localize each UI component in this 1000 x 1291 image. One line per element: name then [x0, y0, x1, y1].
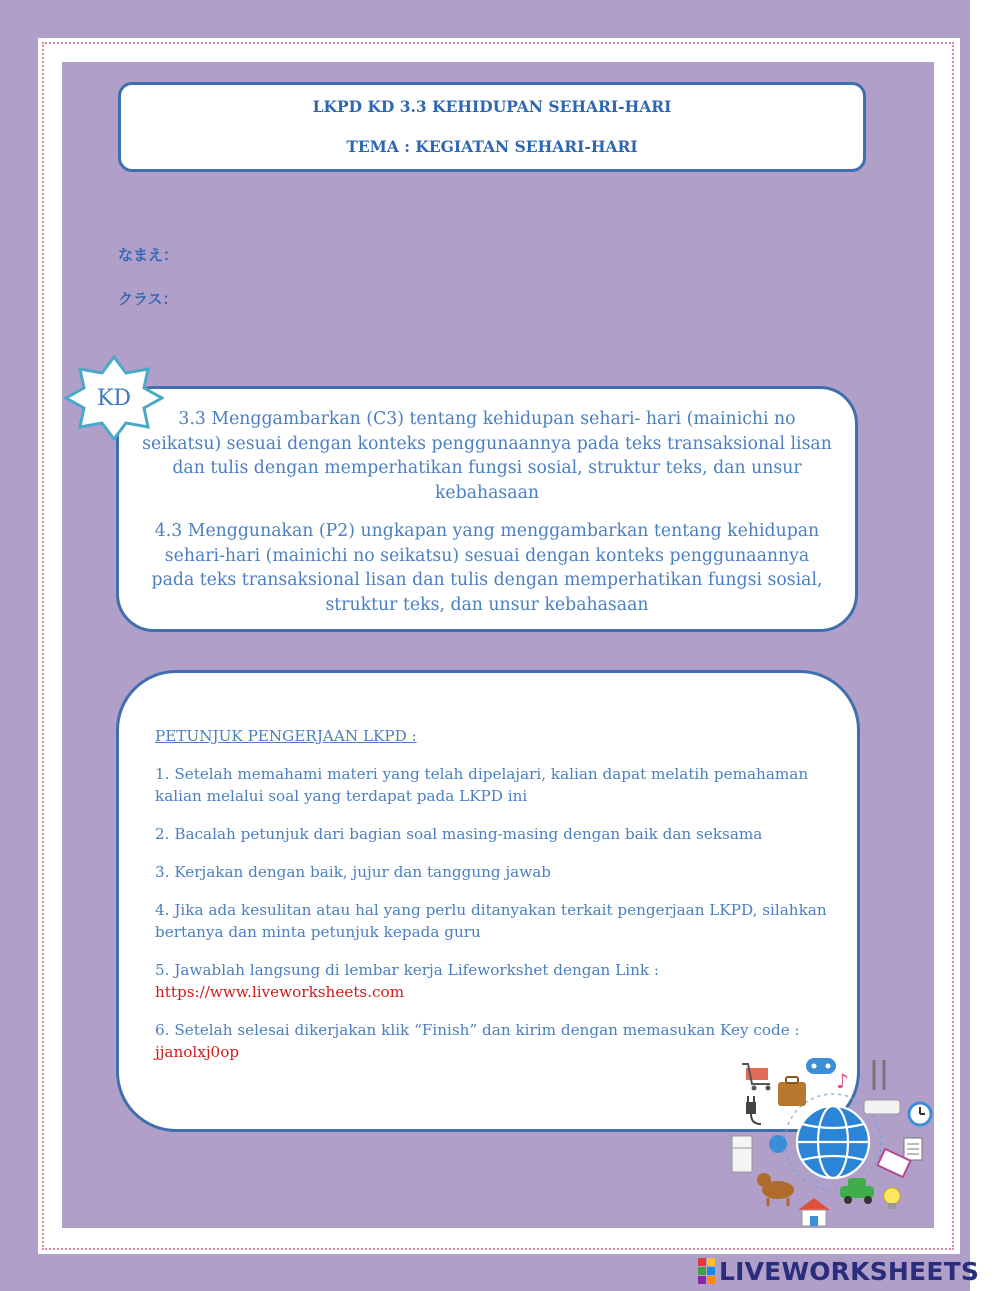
document-icon: [904, 1138, 922, 1160]
instruction-item-6: [155, 1019, 827, 1063]
phone-icon: [769, 1135, 787, 1153]
worksheet-title: LKPD KD 3.3 KEHIDUPAN SEHARI-HARI: [312, 97, 672, 116]
key-code: jjanolxj0op: [155, 1043, 240, 1061]
liveworksheets-logo: [698, 1256, 979, 1286]
music-note-icon: ♪: [836, 1069, 849, 1093]
kd-badge-label: KD: [96, 386, 132, 411]
clock-icon: [909, 1103, 931, 1125]
kd-badge-icon: [64, 355, 164, 441]
class-field-label: クラス：: [118, 290, 178, 308]
dog-icon: [757, 1173, 794, 1206]
instruction-item-3: 3. Kerjakan dengan baik, jujur dan tanggung jawab: [155, 863, 551, 881]
refrigerator-icon: [732, 1136, 752, 1172]
air-conditioner-icon: [864, 1100, 900, 1114]
car-icon: [840, 1178, 874, 1204]
instruction-item-6-text: 6. Setelah selesai dikerjakan klik “Finish” dan kirim dengan memasukan Key code :: [155, 1021, 800, 1039]
instruction-item-5: [155, 959, 827, 1003]
title-box: [118, 82, 866, 172]
competency-4-3: 4.3 Menggunakan (P2) ungkapan yang menggambarkan tentang kehidupan sehari-hari (mainichi no seikatsu) sesuai dengan konteks penggunaannya pada teks transaksional lisan dan tulis dengan memperhatikan fungsi sosial, struktur teks, dan unsur kebahasaan: [151, 521, 823, 615]
name-field-label: なまえ：: [118, 246, 179, 264]
worksheet-theme: TEMA : KEGIATAN SEHARI-HARI: [346, 137, 638, 156]
game-controller-icon: [806, 1058, 836, 1074]
shopping-cart-icon: [742, 1064, 771, 1091]
instruction-item-1: 1. Setelah memahami materi yang telah dipelajari, kalian dapat melatih pemahaman kalian melalui soal yang terdapat pada LKPD ini: [155, 765, 809, 805]
competency-3-3: 3.3 Menggambarkan (C3) tentang kehidupan sehari- hari (mainichi no seikatsu) sesuai dengan konteks penggunaannya pada teks transaksional lisan dan tulis dengan memperhatikan fungsi sosial, struktur teks, dan unsur kebahasaan: [142, 409, 832, 503]
instruction-item-2: 2. Bacalah petunjuk dari bagian soal masing-masing dengan baik dan seksama: [155, 825, 763, 843]
logo-blocks-icon: [698, 1258, 715, 1284]
plug-icon: [746, 1096, 761, 1124]
house-icon: [798, 1198, 830, 1226]
bag-icon: [778, 1077, 806, 1106]
liveworksheets-link[interactable]: https://www.liveworksheets.com: [155, 983, 405, 1001]
fork-knife-icon: [874, 1060, 884, 1090]
instruction-item-4: 4. Jika ada kesulitan atau hal yang perlu ditanyakan terkait pengerjaan LKPD, silahkan bertanya dan minta petunjuk kepada guru: [155, 901, 827, 941]
daily-life-clipart-icon: [728, 1050, 938, 1230]
competency-box: [116, 386, 858, 632]
instruction-item-5-text: 5. Jawablah langsung di lembar kerja Lifeworkshet dengan Link :: [155, 961, 660, 979]
light-bulb-icon: [884, 1188, 900, 1209]
instructions-heading: PETUNJUK PENGERJAAN LKPD :: [155, 727, 417, 745]
logo-text: LIVEWORKSHEETS: [719, 1256, 980, 1286]
